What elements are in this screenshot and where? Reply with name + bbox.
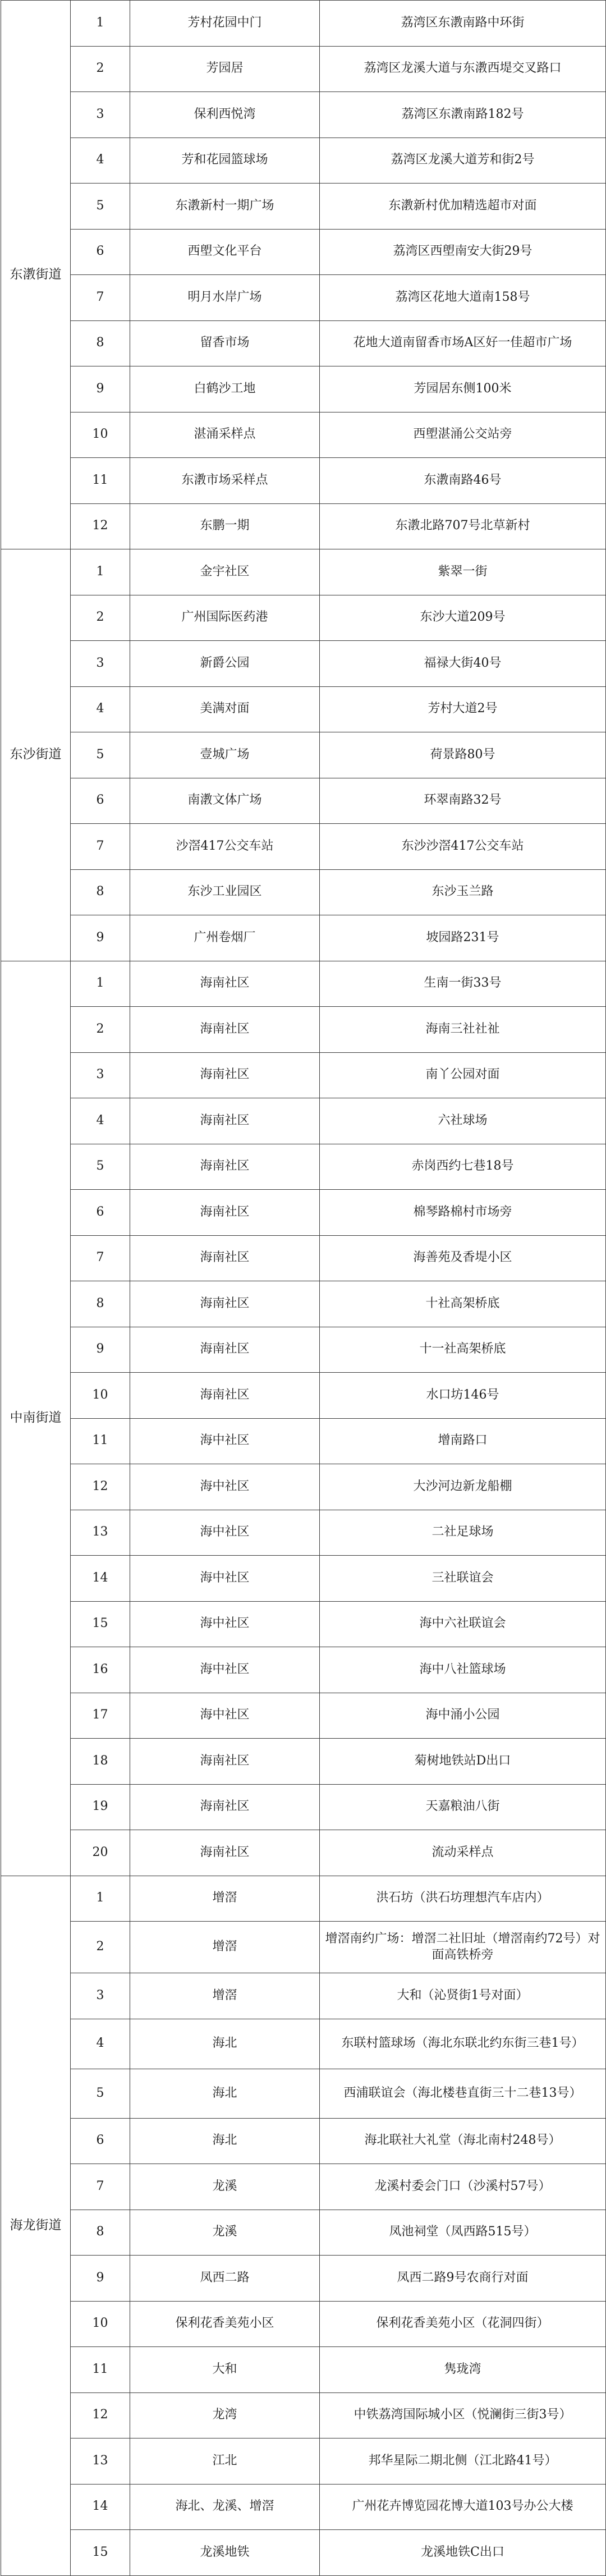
row-number-cell: 6 [71,229,130,275]
site-address-cell: 东沙大道209号 [320,595,606,641]
row-number-cell: 10 [71,2301,130,2347]
row-number-cell: 9 [71,915,130,961]
row-number-cell: 15 [71,2530,130,2576]
table-row [1,1922,606,1973]
site-address-cell: 海中六社联谊会 [320,1601,606,1647]
site-address-cell: 东联村篮球场（海北东联北约东街三巷1号） [320,2019,606,2069]
site-name-cell: 白鹤沙工地 [130,366,320,412]
table-row [1,1601,606,1647]
site-address-cell: 东沙玉兰路 [320,869,606,915]
row-number-cell: 8 [71,320,130,366]
site-address-cell: 芳村大道2号 [320,686,606,732]
table-row [1,778,606,824]
site-name-cell: 壹城广场 [130,732,320,778]
site-name-cell: 海中社区 [130,1601,320,1647]
site-name-cell: 留香市场 [130,320,320,366]
table-row [1,320,606,366]
street-cell: 中南街道 [1,961,71,1876]
table-row [1,2439,606,2485]
site-address-cell: 十一社高架桥底 [320,1327,606,1373]
site-address-cell: 凤池祠堂（凤西路515号） [320,2210,606,2256]
row-number-cell: 1 [71,1876,130,1922]
site-address-cell: 中铁荔湾国际城小区（悦澜街三街3号） [320,2392,606,2439]
site-address-cell: 流动采样点 [320,1830,606,1876]
site-address-cell: 海南三社社祉 [320,1007,606,1053]
table-row [1,137,606,184]
row-number-cell: 14 [71,1556,130,1602]
site-address-cell: 东漖北路707号北草新村 [320,503,606,549]
row-number-cell: 8 [71,1281,130,1327]
table-row [1,503,606,549]
table-row [1,2392,606,2439]
row-number-cell: 19 [71,1784,130,1830]
site-name-cell: 增滘 [130,1876,320,1922]
site-address-cell: 海中八社篮球场 [320,1647,606,1693]
row-number-cell: 9 [71,1327,130,1373]
site-address-cell: 荔湾区东漖南路中环街 [320,1,606,47]
site-address-cell: 花地大道南留香市场A区好一佳超市广场 [320,320,606,366]
street-cell: 海龙街道 [1,1876,71,2575]
row-number-cell: 9 [71,2256,130,2302]
table-row [1,1418,606,1464]
table-row [1,1739,606,1785]
table-row [1,2164,606,2210]
site-address-cell: 龙溪村委会门口（沙溪村57号） [320,2164,606,2210]
site-name-cell: 东漖市场采样点 [130,458,320,504]
table-row [1,641,606,687]
table-row [1,229,606,275]
site-address-cell: 生南一街33号 [320,961,606,1007]
site-name-cell: 湛涌采样点 [130,412,320,458]
table-row [1,2069,606,2118]
row-number-cell: 5 [71,1144,130,1190]
row-number-cell: 7 [71,1235,130,1281]
table-row [1,1190,606,1236]
table-row [1,961,606,1007]
row-number-cell: 20 [71,1830,130,1876]
site-name-cell: 广州卷烟厂 [130,915,320,961]
site-name-cell: 芳村花园中门 [130,1,320,47]
row-number-cell: 1 [71,961,130,1007]
row-number-cell: 4 [71,2019,130,2069]
table-row [1,2301,606,2347]
table-row [1,92,606,138]
row-number-cell: 10 [71,412,130,458]
table-row [1,412,606,458]
row-number-cell: 2 [71,46,130,92]
table-row [1,1144,606,1190]
table-row [1,1510,606,1556]
site-address-cell: 海北联社大礼堂（海北南村248号） [320,2118,606,2164]
row-number-cell: 2 [71,595,130,641]
sampling-sites-table [1,0,606,2576]
table-row [1,1647,606,1693]
table-row [1,2210,606,2256]
site-name-cell: 凤西二路 [130,2256,320,2302]
table-row [1,1784,606,1830]
table-row [1,458,606,504]
site-address-cell: 增南路口 [320,1418,606,1464]
row-number-cell: 5 [71,732,130,778]
site-name-cell: 保利西悦湾 [130,92,320,138]
site-address-cell: 海善苑及香堤小区 [320,1235,606,1281]
table-row [1,549,606,595]
table-row [1,366,606,412]
table-row [1,275,606,321]
site-address-cell: 菊树地铁站D出口 [320,1739,606,1785]
street-cell: 东沙街道 [1,549,71,961]
table-row [1,1973,606,2019]
table-row [1,2019,606,2069]
site-name-cell: 增滘 [130,1922,320,1973]
site-name-cell: 海南社区 [130,1281,320,1327]
site-name-cell: 海中社区 [130,1418,320,1464]
table-row [1,1373,606,1419]
site-address-cell: 坡园路231号 [320,915,606,961]
site-name-cell: 海北 [130,2118,320,2164]
site-address-cell: 东漖南路46号 [320,458,606,504]
site-name-cell: 东漖新村一期广场 [130,184,320,230]
site-address-cell: 荷景路80号 [320,732,606,778]
table-row [1,1876,606,1922]
row-number-cell: 8 [71,2210,130,2256]
site-name-cell: 海南社区 [130,1144,320,1190]
row-number-cell: 2 [71,1922,130,1973]
table-row [1,595,606,641]
row-number-cell: 6 [71,778,130,824]
site-name-cell: 明月水岸广场 [130,275,320,321]
site-name-cell: 美满对面 [130,686,320,732]
site-name-cell: 海北 [130,2069,320,2118]
site-address-cell: 西浦联谊会（海北楼巷直街三十二巷13号） [320,2069,606,2118]
row-number-cell: 5 [71,2069,130,2118]
table-row [1,1098,606,1144]
table-row [1,46,606,92]
site-name-cell: 东鹏一期 [130,503,320,549]
site-address-cell: 环翠南路32号 [320,778,606,824]
table-row [1,915,606,961]
row-number-cell: 3 [71,641,130,687]
site-name-cell: 海南社区 [130,1235,320,1281]
table-row [1,686,606,732]
row-number-cell: 16 [71,1647,130,1693]
table-row [1,2256,606,2302]
site-name-cell: 新爵公园 [130,641,320,687]
site-name-cell: 海南社区 [130,961,320,1007]
site-address-cell: 福禄大街40号 [320,641,606,687]
site-name-cell: 东沙工业园区 [130,869,320,915]
site-name-cell: 海中社区 [130,1647,320,1693]
site-name-cell: 大和 [130,2347,320,2393]
table-row [1,824,606,870]
table-row [1,2530,606,2576]
site-address-cell: 大沙河边新龙船棚 [320,1464,606,1510]
row-number-cell: 8 [71,869,130,915]
site-name-cell: 海中社区 [130,1693,320,1739]
table-row [1,1556,606,1602]
site-address-cell: 荔湾区花地大道南158号 [320,275,606,321]
row-number-cell: 1 [71,549,130,595]
table-row [1,2347,606,2393]
site-name-cell: 金宇社区 [130,549,320,595]
site-address-cell: 邦华星际二期北侧（江北路41号） [320,2439,606,2485]
row-number-cell: 4 [71,686,130,732]
site-address-cell: 增滘南约广场：增滘二社旧址（增滘南约72号）对面高铁桥旁 [320,1922,606,1973]
row-number-cell: 11 [71,2347,130,2393]
site-address-cell: 东沙沙滘417公交车站 [320,824,606,870]
site-address-cell: 六社球场 [320,1098,606,1144]
table-row [1,869,606,915]
site-address-cell: 二社足球场 [320,1510,606,1556]
table-row [1,732,606,778]
site-address-cell: 三社联谊会 [320,1556,606,1602]
site-name-cell: 海中社区 [130,1464,320,1510]
site-name-cell: 保利花香美苑小区 [130,2301,320,2347]
row-number-cell: 15 [71,1601,130,1647]
site-name-cell: 江北 [130,2439,320,2485]
site-address-cell: 西塱湛涌公交站旁 [320,412,606,458]
row-number-cell: 12 [71,1464,130,1510]
site-name-cell: 海南社区 [130,1098,320,1144]
row-number-cell: 1 [71,1,130,47]
row-number-cell: 7 [71,824,130,870]
table-row [1,1007,606,1053]
site-address-cell: 十社高架桥底 [320,1281,606,1327]
site-address-cell: 天嘉粮油八街 [320,1784,606,1830]
site-name-cell: 海南社区 [130,1739,320,1785]
site-name-cell: 芳和花园篮球场 [130,137,320,184]
site-address-cell: 南丫公园对面 [320,1052,606,1098]
site-name-cell: 海南社区 [130,1373,320,1419]
row-number-cell: 4 [71,1098,130,1144]
site-address-cell: 海中涌小公园 [320,1693,606,1739]
site-name-cell: 海南社区 [130,1052,320,1098]
site-name-cell: 海北、龙溪、增滘 [130,2484,320,2530]
row-number-cell: 12 [71,2392,130,2439]
table-row [1,184,606,230]
site-address-cell: 隽珑湾 [320,2347,606,2393]
table-row [1,1235,606,1281]
row-number-cell: 11 [71,458,130,504]
table-row [1,2118,606,2164]
row-number-cell: 6 [71,1190,130,1236]
site-address-cell: 保利花香美苑小区（花洞四街） [320,2301,606,2347]
row-number-cell: 6 [71,2118,130,2164]
row-number-cell: 3 [71,92,130,138]
row-number-cell: 18 [71,1739,130,1785]
site-name-cell: 海南社区 [130,1007,320,1053]
site-name-cell: 海南社区 [130,1190,320,1236]
row-number-cell: 12 [71,503,130,549]
table-body [1,1,606,2576]
site-address-cell: 水口坊146号 [320,1373,606,1419]
site-address-cell: 荔湾区东漖南路182号 [320,92,606,138]
row-number-cell: 17 [71,1693,130,1739]
table-row [1,1830,606,1876]
row-number-cell: 14 [71,2484,130,2530]
site-name-cell: 沙滘417公交车站 [130,824,320,870]
site-name-cell: 西塱文化平台 [130,229,320,275]
site-address-cell: 棉琴路棉村市场旁 [320,1190,606,1236]
site-name-cell: 南漖文体广场 [130,778,320,824]
row-number-cell: 13 [71,2439,130,2485]
site-name-cell: 龙溪 [130,2164,320,2210]
site-name-cell: 海南社区 [130,1784,320,1830]
site-address-cell: 芳园居东侧100米 [320,366,606,412]
row-number-cell: 10 [71,1373,130,1419]
site-name-cell: 龙湾 [130,2392,320,2439]
site-name-cell: 海北 [130,2019,320,2069]
table-row [1,1,606,47]
site-name-cell: 龙溪 [130,2210,320,2256]
table-row [1,1693,606,1739]
street-cell: 东漖街道 [1,1,71,549]
table-row [1,1327,606,1373]
row-number-cell: 7 [71,275,130,321]
row-number-cell: 3 [71,1052,130,1098]
site-name-cell: 芳园居 [130,46,320,92]
row-number-cell: 13 [71,1510,130,1556]
site-name-cell: 增滘 [130,1973,320,2019]
site-name-cell: 广州国际医药港 [130,595,320,641]
row-number-cell: 4 [71,137,130,184]
site-address-cell: 赤岗西约七巷18号 [320,1144,606,1190]
site-address-cell: 东漖新村优加精选超市对面 [320,184,606,230]
site-name-cell: 海南社区 [130,1830,320,1876]
table-row [1,2484,606,2530]
site-name-cell: 海中社区 [130,1510,320,1556]
site-name-cell: 海中社区 [130,1556,320,1602]
site-address-cell: 广州花卉博览园花博大道103号办公大楼 [320,2484,606,2530]
site-name-cell: 海南社区 [130,1327,320,1373]
table-row [1,1052,606,1098]
row-number-cell: 11 [71,1418,130,1464]
site-name-cell: 龙溪地铁 [130,2530,320,2576]
row-number-cell: 5 [71,184,130,230]
site-address-cell: 凤西二路9号农商行对面 [320,2256,606,2302]
row-number-cell: 9 [71,366,130,412]
row-number-cell: 2 [71,1007,130,1053]
site-address-cell: 洪石坊（洪石坊理想汽车店内） [320,1876,606,1922]
site-address-cell: 龙溪地铁C出口 [320,2530,606,2576]
site-address-cell: 大和（沁贤街1号对面） [320,1973,606,2019]
row-number-cell: 3 [71,1973,130,2019]
row-number-cell: 7 [71,2164,130,2210]
table-row [1,1281,606,1327]
site-address-cell: 荔湾区龙溪大道与东漖西堤交叉路口 [320,46,606,92]
table-row [1,1464,606,1510]
site-address-cell: 荔湾区西塱南安大街29号 [320,229,606,275]
site-address-cell: 荔湾区龙溪大道芳和街2号 [320,137,606,184]
site-address-cell: 紫翠一街 [320,549,606,595]
